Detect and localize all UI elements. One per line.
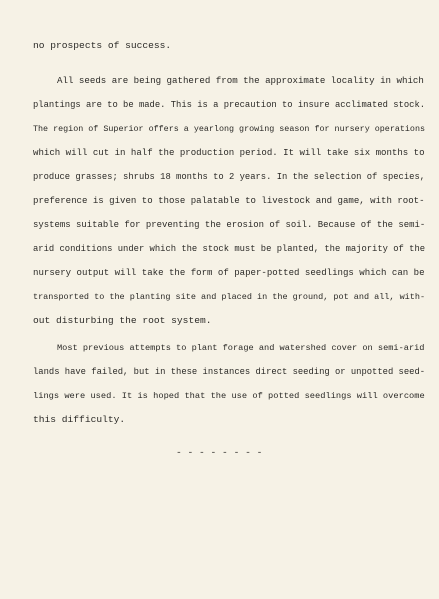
text-line-10: nursery output will take the form of paper-potted seedlings which can be <box>33 267 425 278</box>
section-separator: - - - - - - - - <box>176 447 263 458</box>
text-line-7: preference is given to those palatable to livestock and game, with root- <box>33 195 425 206</box>
text-line-6: produce grasses; shrubs 18 months to 2 years. In the selection of species, <box>33 172 426 182</box>
text-line-4: The region of Superior offers a yearlong growing season for nursery operations <box>33 124 426 134</box>
text-line-8: systems suitable for preventing the erosion of soil. Because of the semi- <box>33 220 426 230</box>
text-line-2: All seeds are being gathered from the approximate locality in which <box>57 75 424 86</box>
text-line-13: Most previous attempts to plant forage and watershed cover on semi-arid <box>57 343 425 353</box>
text-line-12: out disturbing the root system. <box>33 315 212 326</box>
text-line-11: transported to the planting site and placed in the ground, pot and all, with- <box>33 292 426 302</box>
text-line-1: no prospects of success. <box>33 40 172 51</box>
text-line-3: plantings are to be made. This is a precaution to insure acclimated stock. <box>33 100 426 110</box>
text-line-14: lands have failed, but in these instances direct seeding or unpotted seed- <box>33 367 426 377</box>
text-line-16: this difficulty. <box>33 414 126 425</box>
text-line-15: lings were used. It is hoped that the use of potted seedlings will overcome <box>33 391 425 401</box>
text-line-9: arid conditions under which the stock must be planted, the majority of the <box>33 244 426 254</box>
text-line-5: which will cut in half the production period. It will take six months to <box>33 147 425 158</box>
